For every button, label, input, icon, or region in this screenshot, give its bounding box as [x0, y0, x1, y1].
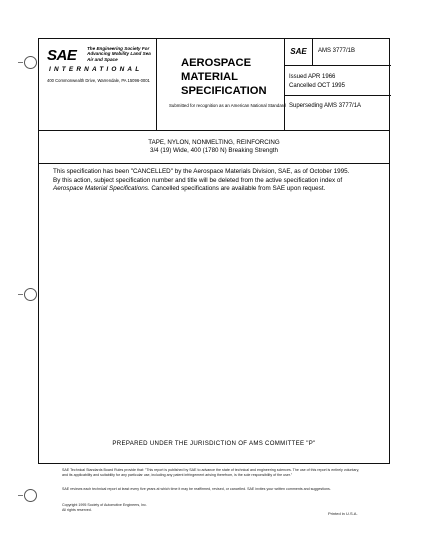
title-line-3: SPECIFICATION	[181, 85, 267, 97]
cancelled-date: Cancelled OCT 1995	[289, 83, 345, 89]
footer-review-paragraph: SAE reviews each technical report at least every five years at which time it may be reaffirmed, revised, or cancelled. SAE invites your written comments and suggestions.	[62, 487, 331, 491]
spec-subject	[39, 139, 389, 155]
sae-logo-block	[39, 39, 157, 130]
notice-text-end: . Cancelled specifications are available from SAE upon request.	[147, 185, 326, 192]
superseding-spec: Superseding AMS 3777/1A	[289, 103, 362, 109]
footer-copyright: Copyright 1995 Society of Automotive Engineers, Inc.	[62, 503, 147, 507]
specification-frame	[38, 38, 390, 464]
sae-slogan: The Engineering Society For Advancing Mobility Land Sea Air and Space	[87, 46, 151, 62]
subject-divider	[39, 163, 389, 164]
sae-international-label: INTERNATIONAL	[49, 66, 143, 73]
footer-rules-paragraph: SAE Technical Standards Board Rules provide that: "This report is published by SAE to advance the state of technical and engineering sciences. The use of this report is entirely voluntary, and its applicability and suitability for any particular use, including any patent infringement arising therefrom, is the sole responsibility of the user."	[62, 468, 360, 477]
prepared-under-jurisdiction: PREPARED UNDER THE JURISDICTION OF AMS COMMITTEE "P"	[112, 440, 316, 447]
punch-hole-bottom	[24, 489, 37, 502]
spec-info-divider	[285, 95, 391, 96]
notice-text-start: This specification has been "CANCELLED" by the Aerospace Materials Division, SAE, as of October 1995. By this action, subject specification number and title will be deleted from the active specification index of	[53, 168, 350, 184]
sae-address: 400 Commonwealth Drive, Warrendale, PA 15096-0001	[47, 78, 150, 83]
notice-text-italic: Aerospace Material Specifications	[53, 185, 148, 192]
title-line-2: MATERIAL	[181, 71, 238, 83]
subject-line-2: 3/4 (19) Wide, 400 (1780 N) Breaking Strength	[150, 147, 278, 154]
sae-logo: SAE	[47, 47, 77, 64]
punch-hole-middle	[24, 288, 37, 301]
sae-small-logo: SAE	[285, 39, 313, 66]
issued-date: Issued APR 1966	[289, 74, 336, 80]
spec-number: AMS 3777/1B	[313, 39, 391, 66]
spec-info-block	[284, 39, 391, 130]
title-line-1: AEROSPACE	[181, 57, 252, 69]
header-divider	[39, 130, 389, 131]
document-type-title	[181, 56, 267, 98]
footer-rights: All rights reserved.	[62, 508, 92, 512]
cancellation-notice	[53, 168, 353, 194]
subject-line-1: TAPE, NYLON, NONMELTING, REINFORCING	[148, 139, 280, 146]
punch-hole-top	[24, 56, 37, 69]
ansi-note: Submitted for recognition as an American National Standard	[169, 103, 286, 108]
printed-in-usa: Printed in U.S.A.	[328, 511, 358, 516]
